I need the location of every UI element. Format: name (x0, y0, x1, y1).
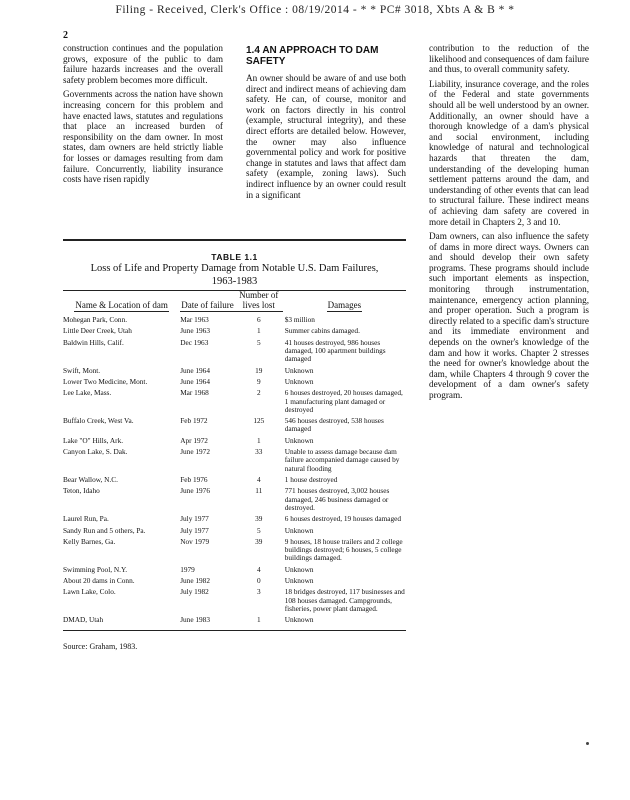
cell-dam-name: Baldwin Hills, Calif. (63, 337, 124, 347)
cell-damages: 41 houses destroyed, 986 houses damaged, 100 apartment buildings damaged (284, 337, 386, 364)
cell-failure-date: 1979 (180, 564, 195, 574)
table-source-note: Source: Graham, 1983. (63, 642, 138, 651)
cell-lives-lost: 1 (256, 435, 261, 445)
section-title: AN APPROACH TO DAM SAFETY (246, 45, 379, 67)
table-row (63, 487, 406, 512)
filing-stamp-header: Filing - Received, Clerk's Office : 08/19/2014 - * * PC# 3018, Xbts A & B * * (115, 4, 515, 16)
cell-lives-lost: 5 (256, 337, 261, 347)
cell-lives-lost: 39 (255, 536, 263, 546)
cell-damages: 1 house destroyed (284, 474, 338, 484)
cell-failure-date: June 1982 (180, 576, 210, 586)
table-row (63, 327, 406, 335)
column-left (63, 43, 223, 189)
cell-dam-name: Sandy Run and 5 others, Pa. (63, 525, 146, 535)
cell-failure-date: Mar 1963 (180, 315, 209, 324)
cell-lives-lost: 9 (256, 376, 261, 386)
cell-lives-lost: 2 (256, 388, 261, 398)
cell-lives-lost: 11 (255, 486, 263, 496)
cell-damages: Unknown (284, 564, 314, 574)
cell-damages: 6 houses destroyed, 19 houses damaged (284, 514, 402, 524)
cell-dam-name: Mohegan Park, Conn. (63, 315, 128, 324)
cell-failure-date: Apr 1972 (180, 435, 208, 445)
cell-dam-name: Laurel Run, Pa. (63, 514, 109, 524)
cell-failure-date: July 1977 (180, 525, 209, 535)
cell-dam-name: Buffalo Creek, West Va. (63, 416, 134, 426)
cell-failure-date: Feb 1976 (180, 474, 208, 484)
cell-lives-lost: 0 (256, 576, 261, 586)
cell-failure-date: June 1976 (180, 486, 210, 496)
header-name: Name & Location of dam (63, 291, 180, 312)
cell-damages: 18 bridges destroyed, 117 businesses and 108 houses damaged. Campgrounds, fisheries, power plant damaged. (284, 587, 405, 613)
page-number: 2 (63, 30, 68, 41)
header-lives: Number of lives lost (235, 291, 283, 312)
table-row (63, 339, 406, 364)
cell-failure-date: June 1964 (180, 376, 210, 386)
cell-failure-date: Dec 1963 (180, 337, 209, 347)
cell-failure-date: June 1972 (180, 447, 210, 457)
cell-damages: Summer cabins damaged. (284, 326, 360, 336)
cell-lives-lost: 6 (256, 315, 261, 324)
cell-lives-lost: 33 (255, 447, 263, 457)
cell-dam-name: Lake "O" Hills, Ark. (63, 435, 124, 445)
table-row (63, 367, 406, 375)
cell-damages: 771 houses destroyed, 3,002 houses damaged, 246 business damaged or destroyed. (284, 486, 390, 512)
cell-damages: Unknown (284, 576, 314, 586)
table-row (63, 417, 406, 433)
cell-dam-name: Lee Lake, Mass. (63, 388, 112, 398)
cell-lives-lost: 125 (253, 416, 265, 426)
paragraph: construction continues and the population grows, exposure of the public to dam failure hazards increases and the overall safety problem becomes more difficult. (63, 43, 223, 85)
cell-damages: Unknown (284, 615, 314, 625)
cell-damages: Unable to assess damage because dam failure accompanied damage caused by natural flooding (284, 447, 400, 473)
cell-dam-name: Teton, Idaho (63, 486, 100, 496)
cell-failure-date: June 1963 (180, 326, 210, 336)
cell-dam-name: Swimming Pool, N.Y. (63, 564, 128, 574)
table-row (63, 538, 406, 563)
cell-lives-lost: 1 (256, 326, 261, 336)
cell-lives-lost: 19 (255, 365, 263, 375)
paragraph: Dam owners, can also influence the safety of dams in more direct ways. Owners can and should develop their own safety programs. These programs should include such important elements as inspection, monitoring through instrumentation, maintenance, emergency action planning, and proper operation. Such a program is directly related to a specific dam's structure and its immediate environment and depends on the owner's knowledge of the dam and how it works. Chapter 2 stresses the need for owner's knowledge about the dam, while Chapters 4 through 9 cover the development of a dam owner's safety program. (429, 231, 589, 400)
cell-dam-name: Bear Wallow, N.C. (63, 474, 118, 484)
cell-lives-lost: 39 (255, 514, 263, 524)
cell-damages: $3 million (284, 315, 315, 324)
table-row (63, 378, 406, 386)
cell-lives-lost: 3 (256, 587, 261, 597)
table-title-line-2: 1963-1983 (211, 275, 258, 287)
cell-damages: 9 houses, 18 house trailers and 2 college buildings destroyed; 6 houses, 5 college buildings damaged. (284, 536, 403, 563)
paragraph: contribution to the reduction of the likelihood and consequences of dam failure and thus, to overall community safety. (429, 43, 589, 75)
cell-damages: 6 houses destroyed, 20 houses damaged, 1 manufacturing plant damaged or destroyed (284, 388, 403, 414)
table-row (63, 527, 406, 535)
cell-damages: Unknown (284, 376, 314, 386)
cell-damages: Unknown (284, 365, 314, 375)
cell-dam-name: DMAD, Utah (63, 615, 104, 625)
cell-dam-name: Swift, Mont. (63, 365, 101, 375)
cell-lives-lost: 1 (256, 615, 261, 625)
cell-damages: Unknown (284, 435, 314, 445)
cell-dam-name: Canyon Lake, S. Dak. (63, 447, 128, 457)
paragraph: Liability, insurance coverage, and the roles of the Federal and state governments should all be well understood by an owner. Additionally, an owner should have a thorough knowledge of a dam's physical and social environment, including knowledge of natural and technological hazards that threaten the dam, understanding of the developing human settlement patterns around the dam, and understanding of other events that can lead to structural failure. These indirect means of achieving dam safety are covered in more detail in Chapters 2, 3 and 10. (429, 78, 589, 227)
table-row (63, 566, 406, 574)
paragraph: Governments across the nation have shown increasing concern for this problem and have enacted laws, statutes and regulations that place an increased burden of responsibility on the dam owner. In most states, dam owners are held strictly liable for losses or damages resulting from dam failure. Concurrently, liability insurance costs have risen rapidly (63, 89, 223, 185)
dam-failures-table-block (63, 252, 406, 631)
paragraph: An owner should be aware of and use both direct and indirect means of achieving dam safety. He can, of course, monitor and work on factors directly in his control (example, structural integrity), and these direct efforts are detailed below. However, the owner may also influence governmental policy and work for positive change in statutes and laws that affect dam safety (example, zoning laws). Such indirect influence by an owner could result in a significant (246, 73, 406, 200)
cell-lives-lost: 4 (256, 564, 261, 574)
cell-failure-date: June 1964 (180, 365, 210, 375)
column-right (429, 43, 589, 405)
cell-dam-name: Kelly Barnes, Ga. (63, 536, 116, 546)
table-row (63, 389, 406, 414)
scan-speck (586, 742, 589, 745)
cell-dam-name: Little Deer Creek, Utah (63, 326, 132, 336)
dam-failures-table (63, 291, 406, 628)
table-row (63, 437, 406, 445)
cell-damages: Unknown (284, 525, 314, 535)
header-date: Date of failure (180, 291, 235, 312)
table-row (63, 476, 406, 484)
table-row (63, 616, 406, 624)
table-row (63, 515, 406, 523)
cell-dam-name: About 20 dams in Conn. (63, 576, 135, 586)
column-middle (246, 45, 406, 204)
table-header-row (63, 291, 406, 312)
cell-failure-date: Mar 1968 (180, 388, 209, 398)
cell-dam-name: Lower Two Medicine, Mont. (63, 376, 148, 386)
table-row (63, 448, 406, 473)
table-row (63, 588, 406, 613)
cell-failure-date: Feb 1972 (180, 416, 208, 426)
table-title-line-1: Loss of Life and Property Damage from Notable U.S. Dam Failures, (90, 263, 379, 274)
section-heading (246, 45, 406, 67)
cell-failure-date: July 1982 (180, 587, 209, 597)
table-top-rule (63, 239, 406, 241)
cell-lives-lost: 4 (256, 474, 261, 484)
cell-failure-date: Nov 1979 (180, 536, 210, 546)
cell-damages: 546 houses destroyed, 538 houses damaged (284, 416, 384, 434)
cell-dam-name: Lawn Lake, Colo. (63, 587, 116, 597)
table-body (63, 316, 406, 628)
table-label: TABLE 1.1 (211, 252, 258, 262)
cell-failure-date: June 1983 (180, 615, 210, 625)
table-row (63, 577, 406, 585)
header-damages: Damages (283, 291, 406, 312)
section-number: 1.4 (246, 45, 260, 56)
table-bottom-rule (63, 630, 406, 631)
cell-failure-date: July 1977 (180, 514, 209, 524)
table-row (63, 316, 406, 324)
cell-lives-lost: 5 (256, 525, 261, 535)
